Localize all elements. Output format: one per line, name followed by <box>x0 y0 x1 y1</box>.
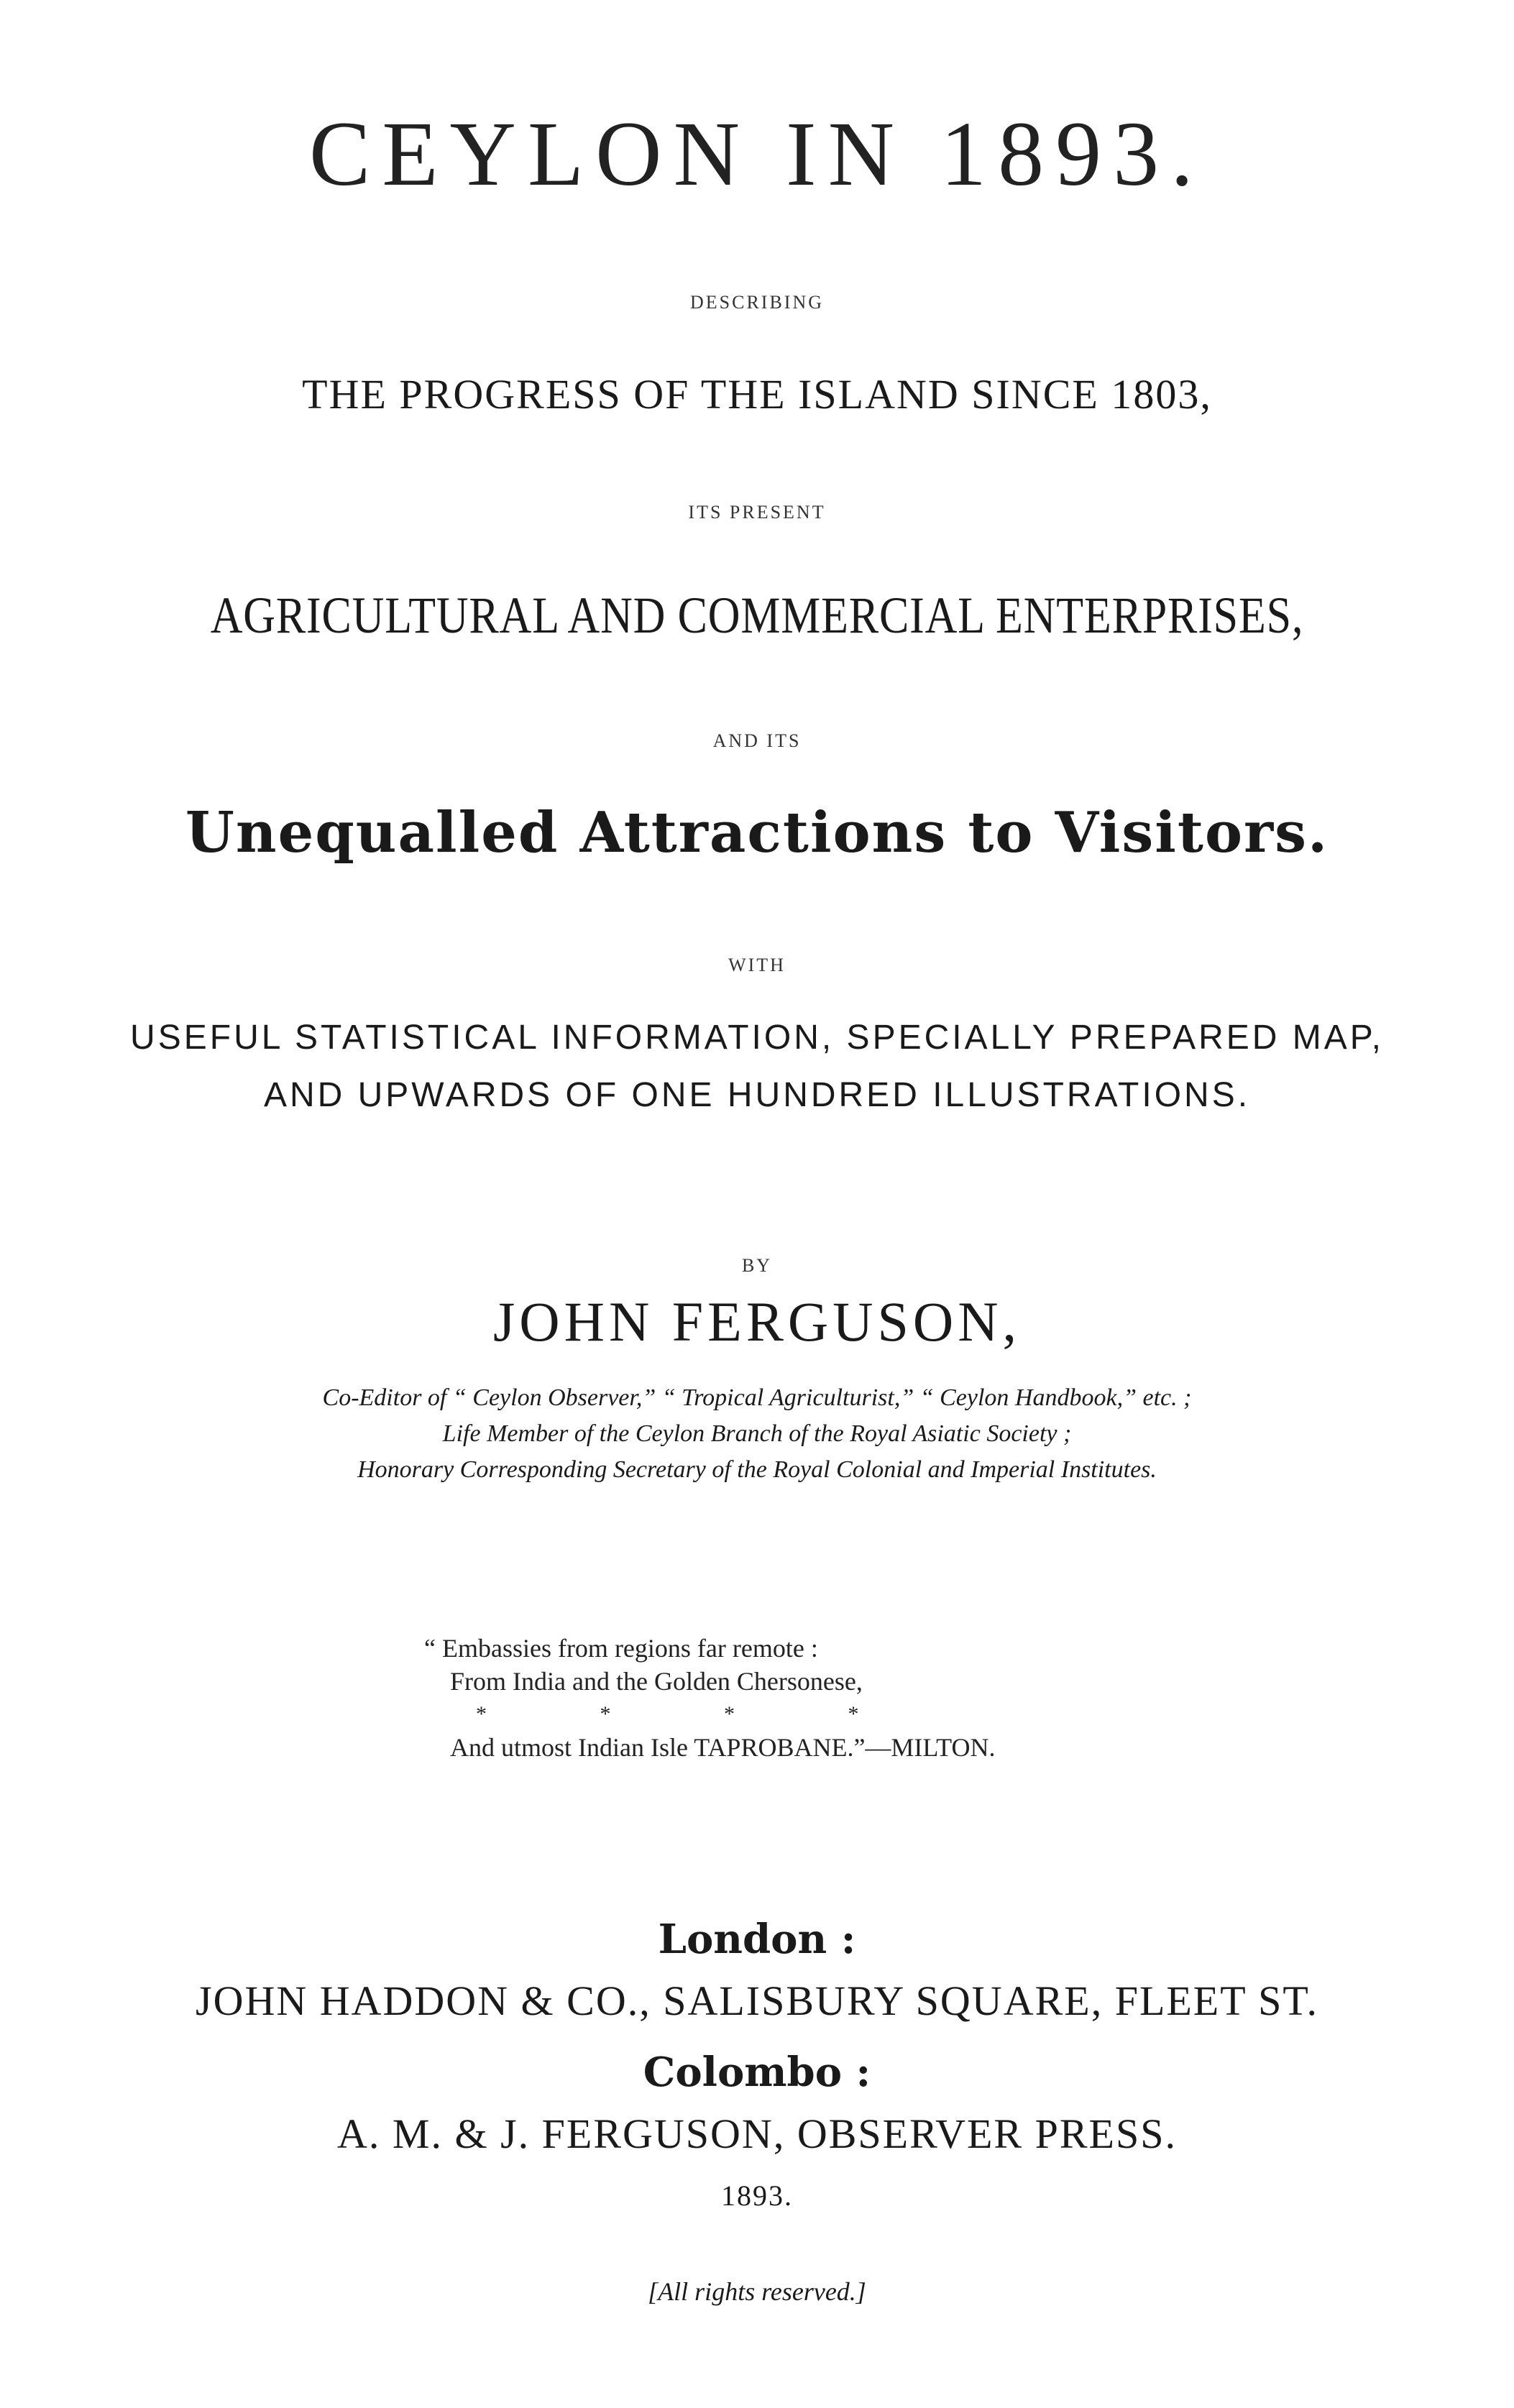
its-present-label: ITS PRESENT <box>688 502 826 523</box>
subtitle-attractions: Unequalled Attractions to Visitors. <box>185 800 1329 865</box>
colombo-publisher: A. M. & J. FERGUSON, OBSERVER PRESS. <box>337 2110 1177 2157</box>
publication-year: 1893. <box>721 2179 793 2212</box>
credential-line-2: Life Member of the Ceylon Branch of the Royal Asiatic Society ; <box>442 1420 1072 1447</box>
colombo-label: Colombo : <box>643 2049 871 2096</box>
credential-line-3: Honorary Corresponding Secretary of the Royal Colonial and Imperial Institutes. <box>357 1456 1157 1483</box>
with-label: WITH <box>728 955 786 975</box>
london-publisher: JOHN HADDON & CO., SALISBURY SQUARE, FLEET ST. <box>196 1977 1318 2024</box>
rights-notice: [All rights reserved.] <box>648 2277 866 2306</box>
subtitle-enterprises: AGRICULTURAL AND COMMERCIAL ENTERPRISES, <box>210 587 1304 644</box>
describing-label: DESCRIBING <box>689 292 824 313</box>
subtitle-progress: THE PROGRESS OF THE ISLAND SINCE 1803, <box>302 371 1212 418</box>
quote-line-2: From India and the Golden Chersonese, <box>450 1667 863 1696</box>
and-its-label: AND ITS <box>712 730 802 751</box>
author-name: JOHN FERGUSON, <box>492 1290 1022 1353</box>
london-label: London : <box>658 1916 856 1963</box>
quote-stars: * * * * <box>476 1702 859 1726</box>
quote-line-1: “ Embassies from regions far remote : <box>424 1634 818 1663</box>
book-title: CEYLON IN 1893. <box>308 103 1206 205</box>
statistical-line-1: USEFUL STATISTICAL INFORMATION, SPECIALLY PREPARED MAP, <box>130 1019 1384 1057</box>
quote-line-3: And utmost Indian Isle TAPROBANE.”—MILTON. <box>450 1733 996 1762</box>
credential-line-1: Co-Editor of “ Ceylon Observer,” “ Tropical Agriculturist,” “ Ceylon Handbook,” etc. ; <box>322 1384 1192 1411</box>
by-label: BY <box>741 1255 773 1276</box>
epigraph-quote <box>424 1632 1215 1764</box>
statistical-line-2: AND UPWARDS OF ONE HUNDRED ILLUSTRATIONS. <box>263 1076 1251 1114</box>
